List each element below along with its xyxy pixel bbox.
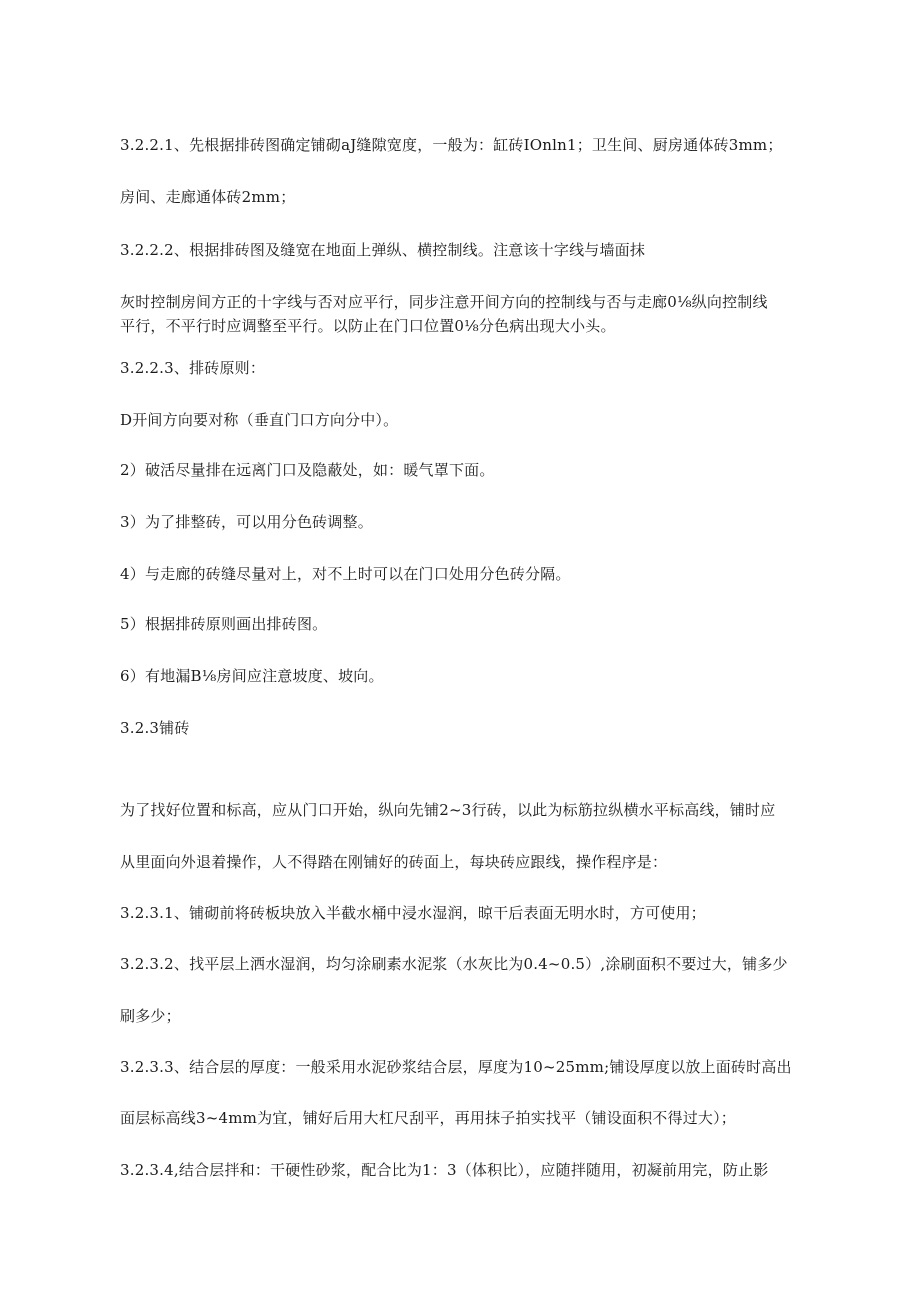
text-line: 3.2.3.2、找平层上洒水湿润，均匀涂刷素水泥浆（水灰比为0.4~0.5）,涂刷面积不要过大，铺多少 xyxy=(120,955,788,973)
text-line: 刷多少； xyxy=(120,1007,181,1025)
text-line: 从里面向外退着操作，人不得踏在刚铺好的砖面上，每块砖应跟线，操作程序是： xyxy=(120,853,668,871)
text-line: 6）有地漏B⅛房间应注意坡度、坡向。 xyxy=(120,667,384,685)
text-line: 平行，不平行时应调整至平行。以防止在门口位置0⅛分色病出现大小头。 xyxy=(120,317,616,335)
text-line: 4）与走廊的砖缝尽量对上，对不上时可以在门口处用分色砖分隔。 xyxy=(120,565,571,583)
text-line: 3.2.3.3、结合层的厚度：一般采用水泥砂浆结合层，厚度为10~25mm;铺设厚度以放上面砖时高出 xyxy=(120,1058,792,1076)
text-line: 3.2.3.1、铺砌前将砖板块放入半截水桶中浸水湿润，晾干后表面无明水时，方可使用； xyxy=(120,904,706,922)
text-line: 3.2.2.3、排砖原则： xyxy=(120,359,266,377)
text-line: 3.2.2.1、先根据排砖图确定铺砌aJ缝隙宽度，一般为：缸砖IOnln1；卫生间、厨房通体砖3mm； xyxy=(120,136,783,154)
text-line: 房间、走廊通体砖2mm； xyxy=(120,188,296,206)
text-line: 3）为了排整砖，可以用分色砖调整。 xyxy=(120,513,373,531)
text-line: 5）根据排砖原则画出排砖图。 xyxy=(120,615,328,633)
text-line: 为了找好位置和标高，应从门口开始，纵向先铺2~3行砖，以此为标筋拉纵横水平标高线，铺时应 xyxy=(120,801,776,819)
text-line: 2）破活尽量排在远离门口及隐蔽处，如：暖气罩下面。 xyxy=(120,461,495,479)
text-line: D开间方向要对称（垂直门口方向分中）。 xyxy=(120,411,399,429)
text-line: 灰时控制房间方正的十字线与否对应平行，同步注意开间方向的控制线与否与走廊0⅛纵向控制线 xyxy=(120,293,768,311)
text-line: 3.2.2.2、根据排砖图及缝宽在地面上弹纵、横控制线。注意该十字线与墙面抹 xyxy=(120,241,646,259)
text-line: 面层标高线3~4mm为宜，铺好后用大杠尺刮平，再用抹子拍实找平（铺设面积不得过大）； xyxy=(120,1109,737,1127)
section-heading: 3.2.3铺砖 xyxy=(120,719,190,737)
text-line: 3.2.3.4,结合层拌和：干硬性砂浆，配合比为1：3（体积比），应随拌随用，初凝前用完，防止影 xyxy=(120,1161,769,1179)
